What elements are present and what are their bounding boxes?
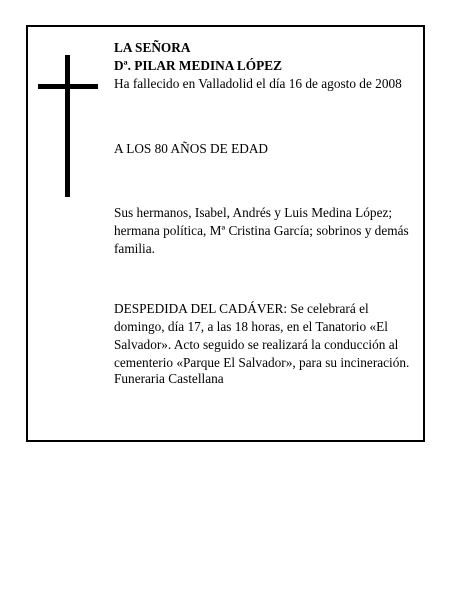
family-line: familia.	[114, 241, 155, 256]
death-announcement: Ha fallecido en Valladolid el día 16 de agosto de 2008	[114, 76, 402, 91]
age-statement	[114, 140, 419, 158]
cross-vertical-bar	[65, 55, 70, 197]
cross-icon	[38, 55, 98, 197]
family-paragraph	[114, 204, 419, 258]
funeral-home-name: Funeraria Castellana	[114, 371, 224, 386]
obituary-header	[114, 39, 419, 93]
farewell-paragraph	[114, 300, 419, 372]
farewell-line: DESPEDIDA DEL CADÁVER: Se celebrará el	[114, 301, 369, 316]
age-line: A LOS 80 AÑOS DE EDAD	[114, 141, 269, 156]
funeral-home	[114, 370, 419, 388]
family-line: Sus hermanos, Isabel, Andrés y Luis Medina López;	[114, 205, 393, 220]
cross-horizontal-bar	[38, 84, 98, 89]
deceased-name: Dª. PILAR MEDINA LÓPEZ	[114, 58, 282, 73]
family-line: hermana política, Mª Cristina García; sobrinos y demás	[114, 223, 409, 238]
farewell-line: cementerio «Parque El Salvador», para su incineración.	[114, 355, 410, 370]
farewell-line: Salvador». Acto seguido se realizará la conducción al	[114, 337, 399, 352]
obituary-title: LA SEÑORA	[114, 40, 191, 55]
farewell-line: domingo, día 17, a las 18 horas, en el Tanatorio «El	[114, 319, 388, 334]
